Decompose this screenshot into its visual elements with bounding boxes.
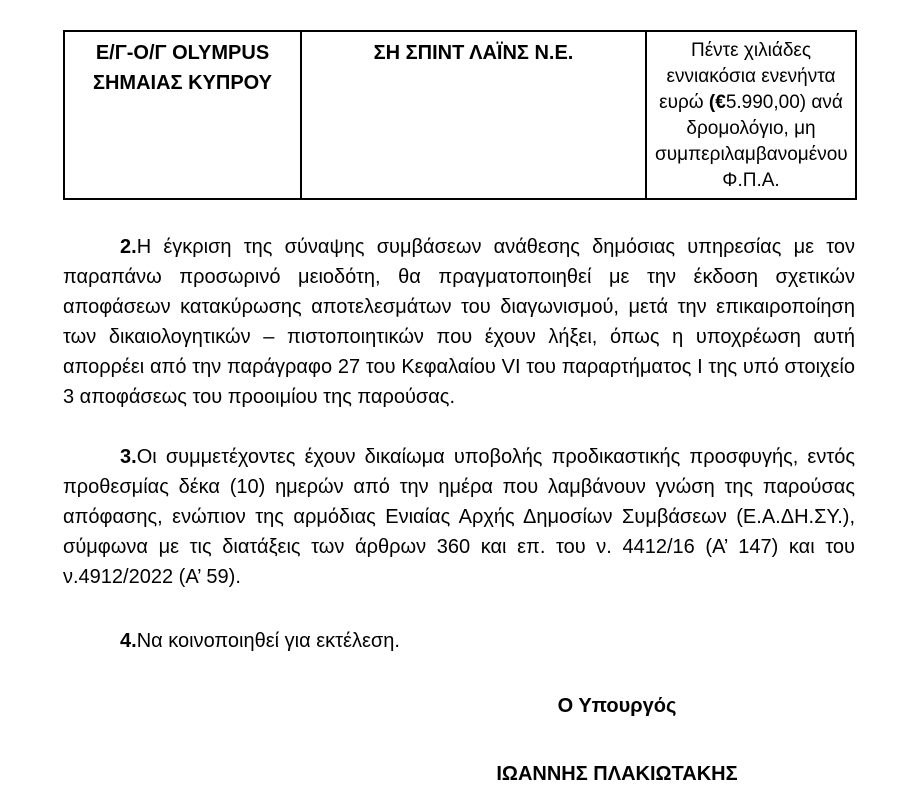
price-text-pre: Πέντε χιλιάδες εννιακόσια ενενήντα ευρώ [659,40,836,113]
paragraph-4-text: Να κοινοποιηθεί για εκτέλεση. [136,630,400,652]
paragraph-3 [63,442,855,592]
table-cell-price [646,31,856,199]
signature-name: ΙΩΑΝΝΗΣ ΠΛΑΚΙΩΤΑΚΗΣ [496,763,738,785]
paragraph-2-text: Η έγκριση της σύναψης συμβάσεων ανάθεσης δημόσιας υπηρεσίας με τον παραπάνω προσωρινό μειοδότη, θα πραγματοποιηθεί με την έκδοση σχετικών αποφάσεων κατακύρωσης αποτελεσμάτων του διαγωνισμού, μετά την επικαιροποίηση των δικαιολογητικών – πιστοποιητικών που έχουν λήξει, όπως η υποχρέωση αυτή απορρέει από την παράγραφο 27 του Κεφαλαίου VI του παραρτήματος I της υπό στοιχείο 3 αποφάσεως του προοιμίου της παρούσας. [63,236,855,408]
table-cell-company: ΣΗ ΣΠΙΝΤ ΛΑΪΝΣ Ν.Ε. [301,31,646,199]
table-cell-vessel: Ε/Γ-Ο/Γ OLYMPUS ΣΗΜΑΙΑΣ ΚΥΠΡΟΥ [64,31,301,199]
paragraph-4 [63,626,855,656]
paragraph-2-number: 2. [120,236,137,258]
paragraph-4-number: 4. [120,630,137,652]
paragraph-3-text: Οι συμμετέχοντες έχουν δικαίωμα υποβολής προδικαστικής προσφυγής, εντός προθεσμίας δέκα (10) ημερών από την ημέρα που λαμβάνουν γνώση της παρούσας απόφασης, ενώπιον της αρμόδιας Ενιαίας Αρχής Δημοσίων Συμβάσεων (Ε.Α.ΔΗ.ΣΥ.), σύμφωνα με τις διατάξεις των άρθρων 360 και επ. του ν. 4412/16 (Α’ 147) και του ν.4912/2022 (Α’ 59). [63,446,855,588]
table-row [64,31,856,199]
paragraph-3-number: 3. [120,446,137,468]
award-table [63,30,857,200]
signature-title: Ο Υπουργός [557,695,677,717]
paragraph-2 [63,232,855,412]
signature-block [340,694,894,786]
price-text-bold: (€ [708,92,726,113]
price-text-post: 5.990,00) ανά δρομολόγιο, μη συμπεριλαμβανομένου Φ.Π.Α. [655,92,848,191]
